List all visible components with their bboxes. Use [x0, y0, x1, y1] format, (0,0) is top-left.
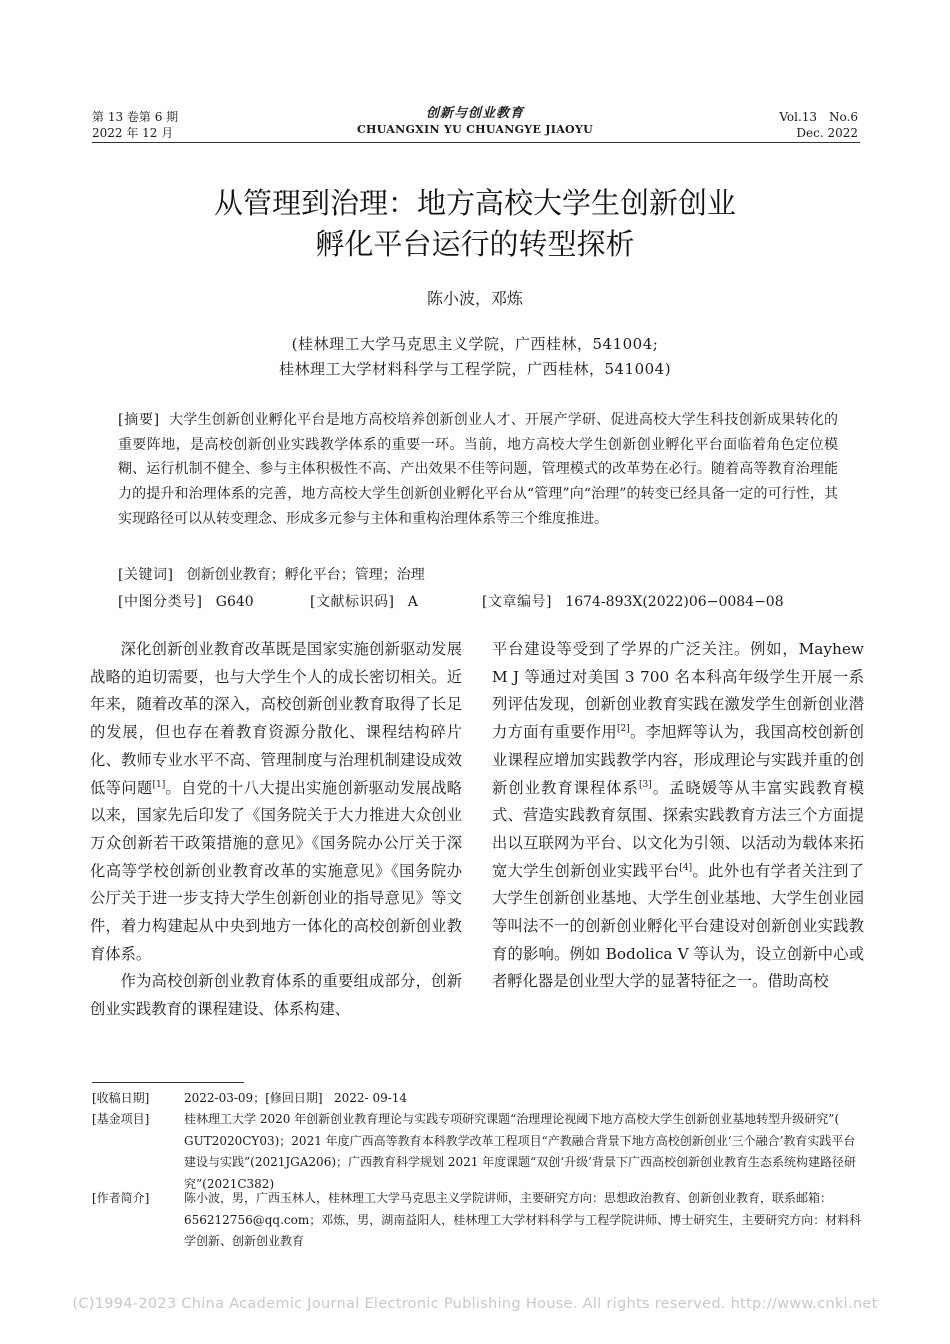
- doc-value: A: [407, 594, 418, 610]
- keywords-label: [关键词]: [118, 567, 174, 583]
- clc-value: G640: [215, 594, 254, 610]
- header-volume-en: [779, 109, 858, 141]
- fund-text: 桂林理工大学 2020 年创新创业教育理论与实践专项研究课题“治理理论视阈下地方高校大学生创新创业基地转型升级研究”( GUT2020CY03)；2021 年度广西高等教育本科教学改革工程项目“产教融合背景下地方高校创新创业‘三个融合’教育实践平台建设与实践”(2021JGA206)；广西教育科学规划 2021 年度课题“双创‘升级’背景下广西高校创新创业教育生态系统构建路径研究”(2021C382): [184, 1112, 856, 1191]
- paragraph: 作为高校创新创业教育体系的重要组成部分，创新创业实践教育的课程建设、体系构建、: [90, 972, 462, 1019]
- header-divider: [92, 142, 860, 143]
- volume-en: Vol.13 No.6: [779, 110, 858, 124]
- affiliation-line2: 桂林理工大学材料科学与工程学院，广西桂林，541004): [278, 360, 672, 378]
- paragraph: 平台建设等受到了学界的广泛关注。例如，Mayhew M J 等通过对美国 3 700 名本科高年级学生开展一系列评估发现，创新创业教育实践在激发学生创新创业潜力方面有重要作用[2]。李旭辉等认为，我国高校创新创业课程应增加实践教学内容，形成理论与实践并重的创新创业教育课程体系[3]。孟晓媛等从丰富实践教育模式、营造实践教育氛围、探索实践教育方法三个方面提出以互联网为平台、以文化为引领、以活动为载体来拓宽大学生创新创业实践平台[4]。此外也有学者关注到了大学生创新创业基地、大学生创业基地、大学生创业园等叫法不一的创新创业孵化平台建设对创新创业实践教育的影响。例如 Bodolica V 等认为，设立创新中心或者孵化器是创业型大学的显著特征之一。借助高校: [492, 640, 864, 991]
- clc-number: [118, 592, 254, 612]
- citation-2: [2]: [616, 724, 630, 735]
- revised-label: [修回日期]: [265, 1091, 323, 1105]
- paragraph: 深化创新创业教育改革既是国家实施创新驱动发展战略的迫切需要，也与大学生个人的成长密切相关。近年来，随着改革的深入，高校创新创业教育取得了长足的发展，但也存在着教育资源分散化、课程结构碎片化、教师专业水平不高、管理制度与治理机制建设成效低等问题[1]。自党的十八大提出实施创新驱动发展战略以来，国家先后印发了《国务院关于大力推进大众创业万众创新若干政策措施的意见》《国务院办公厅关于深化高等学校创新创业教育改革的实施意见》《国务院办公厅关于进一步支持大学生创新创业的指导意见》等文件，着力构建起从中央到地方一体化的高校创新创业教育体系。: [90, 640, 462, 963]
- date-en: Dec. 2022: [796, 126, 858, 140]
- footnote-divider: [92, 1082, 244, 1083]
- citation-4: [4]: [679, 862, 693, 873]
- fund-label: [基金项目]: [92, 1112, 150, 1126]
- abstract: [118, 408, 838, 532]
- doc-label: [文献标识码]: [310, 594, 395, 610]
- keywords-text: 创新创业教育；孵化平台；管理；治理: [186, 567, 425, 583]
- received-value: 2022-03-09；: [184, 1091, 266, 1105]
- journal-logo: 创新与创业教育: [425, 106, 524, 121]
- article-number: [482, 592, 784, 612]
- date-cn: 2022 年 12 月: [92, 126, 174, 140]
- citation-3: [3]: [638, 779, 652, 790]
- footnote-author: [92, 1188, 862, 1253]
- doc-code: [310, 592, 418, 612]
- received-label: [收稿日期]: [92, 1091, 150, 1105]
- article-title-line2: 孵化平台运行的转型探析: [315, 227, 635, 261]
- affiliation-line1: (桂林理工大学马克思主义学院，广西桂林，541004;: [291, 335, 659, 353]
- cnki-footer: (C)1994-2023 China Academic Journal Electronic Publishing House. All rights reserved. http://www.cnki.net: [72, 1296, 878, 1312]
- citation-1: [1]: [152, 779, 166, 790]
- article-label: [文章编号]: [482, 594, 552, 610]
- body-column-right: [492, 636, 864, 996]
- footnote-fund: [92, 1109, 862, 1195]
- authors: 陈小波，邓炼: [426, 289, 523, 308]
- body-column-left: [90, 636, 462, 1024]
- clc-label: [中图分类号]: [118, 594, 203, 610]
- journal-name-en: CHUANGXIN YU CHUANGYE JIAOYU: [357, 123, 593, 136]
- author-label: [作者简介]: [92, 1191, 150, 1205]
- keywords: [118, 565, 425, 585]
- article-value: 1674-893X(2022)06−0084−08: [565, 594, 784, 610]
- revised-value: 2022- 09-14: [334, 1091, 408, 1105]
- abstract-label: [摘要]: [118, 412, 160, 428]
- abstract-text: 大学生创新创业孵化平台是地方高校培养创新创业人才、开展产学研、促进高校大学生科技创新成果转化的重要阵地，是高校创新创业实践教学体系的重要一环。当前，地方高校大学生创新创业孵化平台面临着角色定位模糊、运行机制不健全、参与主体积极性不高、产出效果不佳等问题，管理模式的改革势在必行。随着高等教育治理能力的提升和治理体系的完善，地方高校大学生创新创业孵化平台从“管理”向“治理”的转变已经具备一定的可行性，其实现路径可以从转变理念、形成多元参与主体和重构治理体系等三个维度推进。: [118, 412, 838, 527]
- author-text: 陈小波，男，广西玉林人，桂林理工大学马克思主义学院讲师，主要研究方向：思想政治教育、创新创业教育，联系邮箱：656212756@qq.com；邓炼，男，湖南益阳人，桂林理工大学材料科学与工程学院讲师、博士研究生，主要研究方向：材料科学创新、创新创业教育: [184, 1191, 862, 1249]
- footnote-dates: [92, 1088, 862, 1110]
- article-title-line1: 从管理到治理：地方高校大学生创新创业: [213, 186, 736, 220]
- volume-cn: 第 13 卷第 6 期: [92, 110, 179, 124]
